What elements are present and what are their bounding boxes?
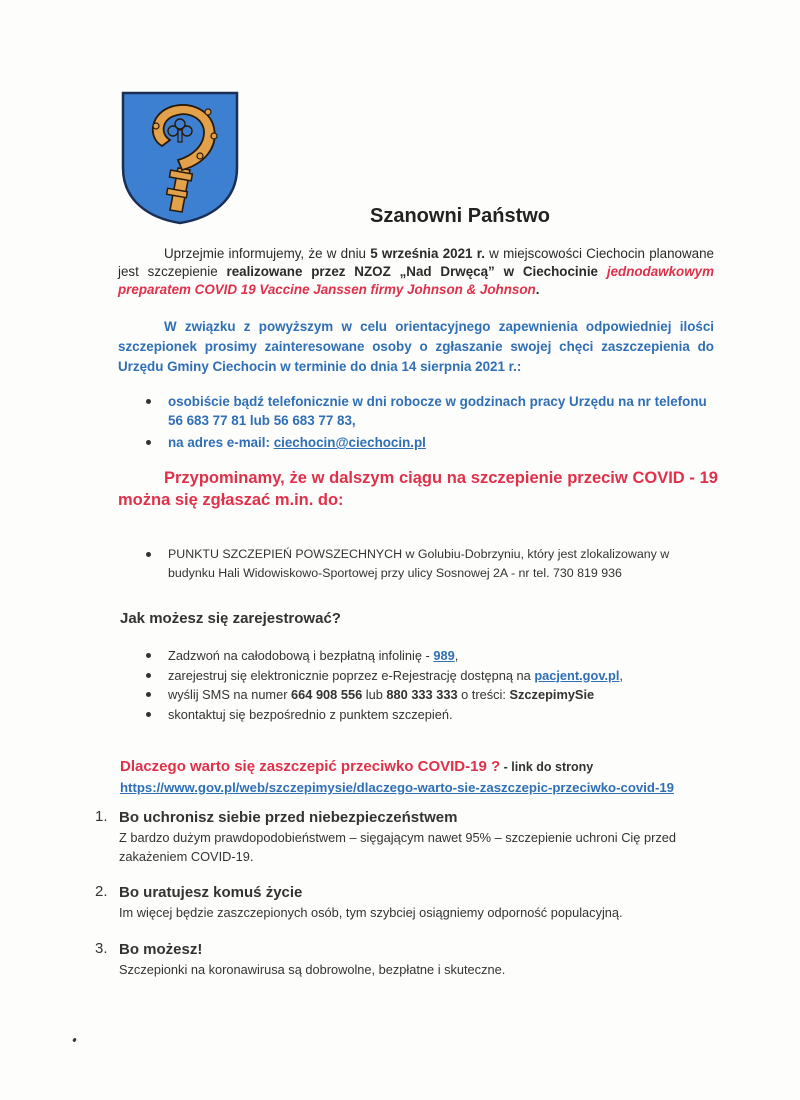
register-phone-text: Zadzwoń na całodobową i bezpłatną infolinię - [168,648,434,663]
reason-heading: Bo uratujesz komuś życie [119,884,303,901]
reason-number: 2. [95,883,108,900]
reason-number: 1. [95,808,108,825]
list-item [144,685,734,705]
sms-text-b: lub [362,687,387,702]
reason-item [95,883,725,922]
register-phone-end: , [454,648,459,663]
intro-text-b: w miejscowości Ciechocin planowane jest szczepienie [118,246,714,279]
reason-item [95,808,725,866]
organizer: realizowane przez NZOZ „Nad Drwęcą” w Ciechocinie [226,264,598,279]
bullet-icon [146,712,151,717]
page-title: Szanowni Państwo [369,205,551,227]
register-online-text: zarejestruj się elektronicznie poprzez e-Rejestrację dostępną na [168,667,535,683]
sms-text-c: o treści: [457,687,510,702]
scan-speck [72,1038,77,1043]
contact-phone-text: osobiście bądź telefonicznie w dni robocze w godzinach pracy Urzędu na nr telefonu 56 683 77 81 lub 56 683 77 83, [168,394,707,428]
list-item [144,392,716,430]
bullet-icon [146,692,151,697]
intro-end: . [535,282,540,297]
reason-item [95,940,725,979]
register-list [144,646,734,724]
register-online-end: , [619,667,623,683]
vaccination-point-text: PUNKTU SZCZEPIEŃ POWSZECHNYCH w Golubiu-Dobrzyniu, który jest zlokalizowany w budynku Hali Widowiskowo-Sportowej przy ulicy Sosnowej 2A - nr tel. 730 819 936 [168,547,670,580]
reason-description: Im więcej będzie zaszczepionych osób, tym szybciej osiągniemy odporność populacyjną. [119,905,623,920]
bullet-icon [146,653,151,658]
bullet-icon [146,399,151,404]
list-item [144,666,734,686]
list-item [144,545,716,583]
reminder-heading: Przypominamy, że w dalszym ciągu na szczepienie przeciw COVID - 19 można się zgłaszać m.in. do: [118,469,718,509]
reason-description: Szczepionki na koronawirusa są dobrowolne, bezpłatne i skuteczne. [119,962,506,977]
list-item [144,433,716,452]
intro-text-a: Uprzejmie informujemy, że w dniu [164,246,371,261]
why-link-label: - link do strony [500,760,594,774]
reason-description: Z bardzo dużym prawdopodobieństwem – sięgającym nawet 95% – szczepienie uchroni Cię przed zakażeniem COVID-19. [119,830,676,864]
bullet-icon [146,673,151,678]
list-item [144,646,734,666]
vaccination-date: 5 września 2021 r. [370,246,485,261]
why-url-link[interactable]: https://www.gov.pl/web/szczepimysie/dlaczego-warto-sie-zaszczepic-przeciwko-covid-19 [120,780,675,795]
why-section [120,757,674,797]
list-item [144,705,734,725]
sms-message: SzczepimySie [509,687,595,702]
reason-heading: Bo możesz! [119,941,203,958]
bullet-icon [146,552,151,557]
bullet-icon [146,440,151,445]
email-link[interactable]: ciechocin@ciechocin.pl [273,435,426,450]
register-direct-text: skontaktuj się bezpośrednio z punktem szczepień. [168,706,453,722]
reason-number: 3. [95,940,108,957]
contact-list [144,392,716,452]
why-question: Dlaczego warto się zaszczepić przeciwko COVID-19 ? [120,758,501,775]
sms-number-1: 664 908 556 [291,687,363,702]
hotline-link[interactable]: 989 [433,648,455,663]
register-heading: Jak możesz się zarejestrować? [120,610,341,627]
vaccination-point-list [144,545,716,583]
vaccine-name: jednodawkowym preparatem COVID 19 Vaccine Janssen firmy Johnson & Johnson [118,264,714,297]
contact-email-label: na adres e-mail: [168,435,274,450]
intro-paragraph [118,245,714,299]
pacjent-link[interactable]: pacjent.gov.pl [534,667,620,683]
request-paragraph: W związku z powyższym w celu orientacyjnego zapewnienia odpowiedniej ilości szczepionek prosimy zainteresowane osoby o zgłaszanie swojej chęci zaszczepienia do Urzędu Gminy Ciechocin w terminie do dnia 14 sierpnia 2021 r.: [118,319,714,374]
reason-heading: Bo uchronisz siebie przed niebezpieczeństwem [119,809,458,826]
sms-text-a: wyślij SMS na numer [168,687,292,702]
sms-number-2: 880 333 333 [386,687,458,702]
